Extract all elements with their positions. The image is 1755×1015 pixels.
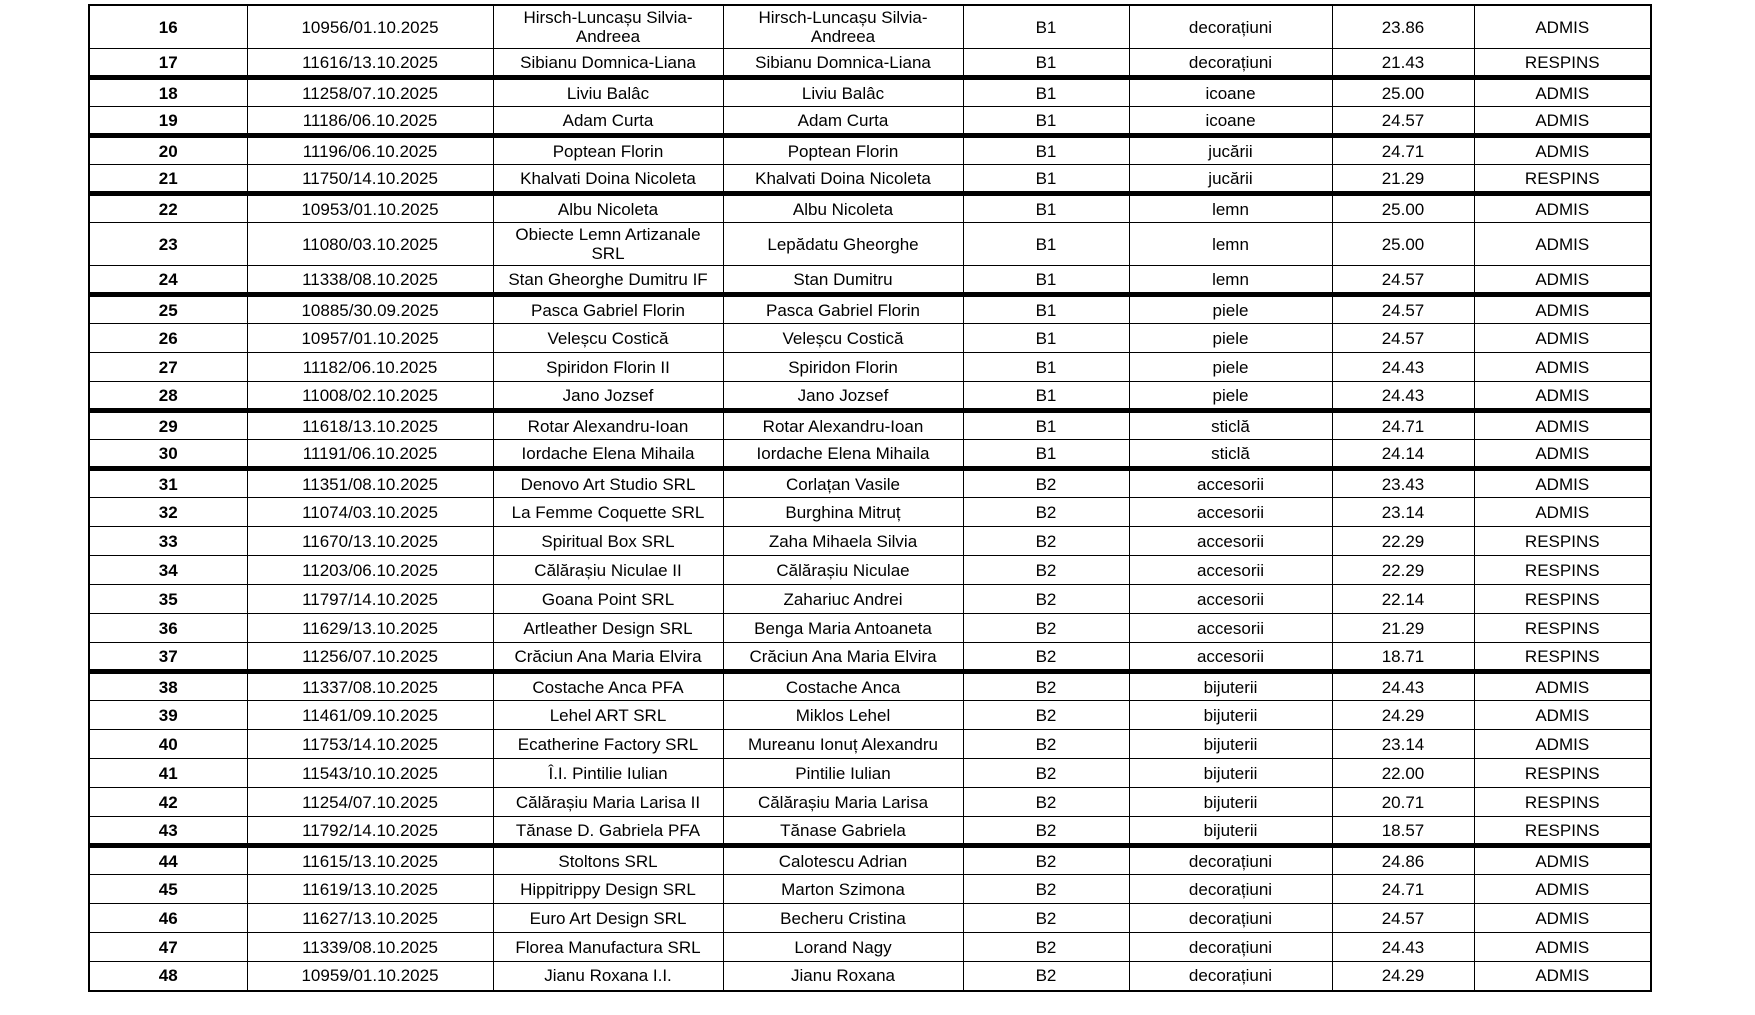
- cell-category: B2: [963, 875, 1129, 904]
- cell-no: 30: [89, 440, 247, 469]
- cell-registration: 11191/06.10.2025: [247, 440, 493, 469]
- cell-score: 24.43: [1332, 353, 1474, 382]
- table-row: [89, 585, 1651, 614]
- table-row: [89, 498, 1651, 527]
- cell-score: 20.71: [1332, 788, 1474, 817]
- cell-result: RESPINS: [1474, 49, 1651, 78]
- table-row: [89, 324, 1651, 353]
- cell-no: 48: [89, 962, 247, 991]
- cell-score: 24.71: [1332, 136, 1474, 165]
- cell-registration: 11461/09.10.2025: [247, 701, 493, 730]
- cell-section: decorațiuni: [1129, 875, 1332, 904]
- cell-category: B1: [963, 411, 1129, 440]
- cell-section: accesorii: [1129, 469, 1332, 498]
- cell-representative: Mureanu Ionuț Alexandru: [723, 730, 963, 759]
- cell-representative: Calotescu Adrian: [723, 846, 963, 875]
- cell-representative: Burghina Mitruț: [723, 498, 963, 527]
- cell-registration: 11186/06.10.2025: [247, 107, 493, 136]
- cell-no: 24: [89, 266, 247, 295]
- cell-category: B2: [963, 759, 1129, 788]
- table-row: [89, 194, 1651, 223]
- cell-section: jucării: [1129, 165, 1332, 194]
- table-row: [89, 107, 1651, 136]
- cell-section: bijuterii: [1129, 730, 1332, 759]
- cell-section: bijuterii: [1129, 788, 1332, 817]
- cell-category: B2: [963, 846, 1129, 875]
- cell-representative: Sibianu Domnica-Liana: [723, 49, 963, 78]
- cell-result: ADMIS: [1474, 875, 1651, 904]
- cell-section: bijuterii: [1129, 672, 1332, 701]
- cell-applicant: Călărașiu Niculae II: [493, 556, 723, 585]
- cell-result: ADMIS: [1474, 672, 1651, 701]
- cell-category: B1: [963, 382, 1129, 411]
- cell-applicant: Adam Curta: [493, 107, 723, 136]
- cell-section: decorațiuni: [1129, 933, 1332, 962]
- cell-result: ADMIS: [1474, 136, 1651, 165]
- cell-registration: 11008/02.10.2025: [247, 382, 493, 411]
- table-row: [89, 643, 1651, 672]
- cell-no: 38: [89, 672, 247, 701]
- cell-no: 43: [89, 817, 247, 846]
- table-row: [89, 353, 1651, 382]
- cell-no: 20: [89, 136, 247, 165]
- cell-result: RESPINS: [1474, 556, 1651, 585]
- cell-representative: Călărașiu Niculae: [723, 556, 963, 585]
- cell-result: ADMIS: [1474, 498, 1651, 527]
- cell-applicant: Lehel ART SRL: [493, 701, 723, 730]
- cell-no: 39: [89, 701, 247, 730]
- cell-representative: Iordache Elena Mihaila: [723, 440, 963, 469]
- cell-representative: Lepădatu Gheorghe: [723, 223, 963, 266]
- cell-representative: Liviu Balâc: [723, 78, 963, 107]
- cell-no: 21: [89, 165, 247, 194]
- cell-score: 24.57: [1332, 266, 1474, 295]
- cell-applicant: Rotar Alexandru-Ioan: [493, 411, 723, 440]
- cell-applicant: Albu Nicoleta: [493, 194, 723, 223]
- table-row: [89, 701, 1651, 730]
- cell-result: ADMIS: [1474, 194, 1651, 223]
- cell-no: 22: [89, 194, 247, 223]
- cell-registration: 11351/08.10.2025: [247, 469, 493, 498]
- cell-score: 24.14: [1332, 440, 1474, 469]
- cell-result: ADMIS: [1474, 266, 1651, 295]
- cell-registration: 11080/03.10.2025: [247, 223, 493, 266]
- cell-score: 23.14: [1332, 498, 1474, 527]
- cell-representative: Stan Dumitru: [723, 266, 963, 295]
- cell-registration: 10959/01.10.2025: [247, 962, 493, 991]
- cell-score: 22.14: [1332, 585, 1474, 614]
- cell-registration: 11616/13.10.2025: [247, 49, 493, 78]
- cell-category: B1: [963, 5, 1129, 49]
- table-row: [89, 933, 1651, 962]
- table-row: [89, 469, 1651, 498]
- cell-registration: 11797/14.10.2025: [247, 585, 493, 614]
- cell-registration: 11182/06.10.2025: [247, 353, 493, 382]
- cell-applicant: Călărașiu Maria Larisa II: [493, 788, 723, 817]
- cell-representative: Hirsch-Luncașu Silvia-Andreea: [723, 5, 963, 49]
- cell-score: 24.57: [1332, 324, 1474, 353]
- cell-no: 44: [89, 846, 247, 875]
- cell-score: 25.00: [1332, 194, 1474, 223]
- cell-representative: Jano Jozsef: [723, 382, 963, 411]
- cell-no: 23: [89, 223, 247, 266]
- cell-applicant: Obiecte Lemn Artizanale SRL: [493, 223, 723, 266]
- cell-registration: 11615/13.10.2025: [247, 846, 493, 875]
- cell-category: B1: [963, 78, 1129, 107]
- cell-representative: Zahariuc Andrei: [723, 585, 963, 614]
- cell-no: 42: [89, 788, 247, 817]
- table-row: [89, 382, 1651, 411]
- cell-category: B1: [963, 295, 1129, 324]
- cell-result: ADMIS: [1474, 730, 1651, 759]
- table-row: [89, 962, 1651, 991]
- cell-score: 22.29: [1332, 527, 1474, 556]
- cell-category: B1: [963, 223, 1129, 266]
- cell-score: 25.00: [1332, 223, 1474, 266]
- cell-no: 32: [89, 498, 247, 527]
- cell-section: lemn: [1129, 223, 1332, 266]
- cell-representative: Marton Szimona: [723, 875, 963, 904]
- cell-result: RESPINS: [1474, 759, 1651, 788]
- cell-section: accesorii: [1129, 614, 1332, 643]
- cell-category: B1: [963, 194, 1129, 223]
- cell-representative: Khalvati Doina Nicoleta: [723, 165, 963, 194]
- cell-applicant: Khalvati Doina Nicoleta: [493, 165, 723, 194]
- cell-category: B2: [963, 614, 1129, 643]
- cell-score: 24.43: [1332, 672, 1474, 701]
- table-row: [89, 759, 1651, 788]
- cell-representative: Albu Nicoleta: [723, 194, 963, 223]
- cell-result: ADMIS: [1474, 107, 1651, 136]
- table-row: [89, 78, 1651, 107]
- cell-result: ADMIS: [1474, 5, 1651, 49]
- cell-no: 46: [89, 904, 247, 933]
- cell-registration: 11629/13.10.2025: [247, 614, 493, 643]
- cell-representative: Veleșcu Costică: [723, 324, 963, 353]
- cell-result: ADMIS: [1474, 78, 1651, 107]
- cell-registration: 11627/13.10.2025: [247, 904, 493, 933]
- cell-category: B2: [963, 701, 1129, 730]
- cell-score: 22.29: [1332, 556, 1474, 585]
- cell-section: decorațiuni: [1129, 962, 1332, 991]
- cell-registration: 10957/01.10.2025: [247, 324, 493, 353]
- table-row: [89, 5, 1651, 49]
- cell-section: bijuterii: [1129, 759, 1332, 788]
- cell-score: 21.43: [1332, 49, 1474, 78]
- cell-applicant: Spiritual Box SRL: [493, 527, 723, 556]
- cell-category: B1: [963, 136, 1129, 165]
- cell-registration: 11543/10.10.2025: [247, 759, 493, 788]
- table-row: [89, 527, 1651, 556]
- cell-result: ADMIS: [1474, 382, 1651, 411]
- cell-score: 24.71: [1332, 411, 1474, 440]
- cell-result: ADMIS: [1474, 962, 1651, 991]
- cell-score: 18.57: [1332, 817, 1474, 846]
- cell-category: B2: [963, 469, 1129, 498]
- cell-result: RESPINS: [1474, 585, 1651, 614]
- cell-section: bijuterii: [1129, 817, 1332, 846]
- cell-representative: Pintilie Iulian: [723, 759, 963, 788]
- cell-category: B1: [963, 440, 1129, 469]
- cell-applicant: Hippitrippy Design SRL: [493, 875, 723, 904]
- cell-score: 21.29: [1332, 165, 1474, 194]
- cell-registration: 11750/14.10.2025: [247, 165, 493, 194]
- cell-result: ADMIS: [1474, 469, 1651, 498]
- cell-registration: 11338/08.10.2025: [247, 266, 493, 295]
- cell-applicant: Euro Art Design SRL: [493, 904, 723, 933]
- cell-representative: Miklos Lehel: [723, 701, 963, 730]
- cell-applicant: Stan Gheorghe Dumitru IF: [493, 266, 723, 295]
- cell-registration: 11074/03.10.2025: [247, 498, 493, 527]
- cell-category: B2: [963, 498, 1129, 527]
- cell-section: accesorii: [1129, 527, 1332, 556]
- cell-applicant: Florea Manufactura SRL: [493, 933, 723, 962]
- cell-category: B2: [963, 643, 1129, 672]
- cell-registration: 11203/06.10.2025: [247, 556, 493, 585]
- cell-result: RESPINS: [1474, 614, 1651, 643]
- cell-applicant: Jano Jozsef: [493, 382, 723, 411]
- cell-section: decorațiuni: [1129, 5, 1332, 49]
- cell-score: 24.57: [1332, 904, 1474, 933]
- cell-result: RESPINS: [1474, 817, 1651, 846]
- cell-representative: Crăciun Ana Maria Elvira: [723, 643, 963, 672]
- table-row: [89, 788, 1651, 817]
- cell-category: B1: [963, 324, 1129, 353]
- cell-registration: 10953/01.10.2025: [247, 194, 493, 223]
- cell-section: accesorii: [1129, 498, 1332, 527]
- cell-representative: Spiridon Florin: [723, 353, 963, 382]
- cell-applicant: Poptean Florin: [493, 136, 723, 165]
- table-row: [89, 556, 1651, 585]
- table-row: [89, 614, 1651, 643]
- cell-result: RESPINS: [1474, 788, 1651, 817]
- table-row: [89, 440, 1651, 469]
- cell-result: ADMIS: [1474, 411, 1651, 440]
- cell-representative: Costache Anca: [723, 672, 963, 701]
- cell-category: B2: [963, 817, 1129, 846]
- cell-applicant: Sibianu Domnica-Liana: [493, 49, 723, 78]
- cell-score: 24.43: [1332, 933, 1474, 962]
- cell-section: decorațiuni: [1129, 846, 1332, 875]
- cell-applicant: Veleșcu Costică: [493, 324, 723, 353]
- cell-result: ADMIS: [1474, 353, 1651, 382]
- cell-no: 37: [89, 643, 247, 672]
- cell-no: 47: [89, 933, 247, 962]
- cell-no: 17: [89, 49, 247, 78]
- cell-applicant: La Femme Coquette SRL: [493, 498, 723, 527]
- cell-registration: 11792/14.10.2025: [247, 817, 493, 846]
- cell-score: 24.57: [1332, 107, 1474, 136]
- cell-no: 41: [89, 759, 247, 788]
- cell-category: B2: [963, 527, 1129, 556]
- cell-no: 34: [89, 556, 247, 585]
- table-row: [89, 411, 1651, 440]
- cell-result: ADMIS: [1474, 295, 1651, 324]
- cell-category: B1: [963, 49, 1129, 78]
- cell-no: 28: [89, 382, 247, 411]
- table-row: [89, 672, 1651, 701]
- cell-registration: 11196/06.10.2025: [247, 136, 493, 165]
- table-row: [89, 817, 1651, 846]
- cell-section: lemn: [1129, 266, 1332, 295]
- cell-score: 22.00: [1332, 759, 1474, 788]
- cell-score: 21.29: [1332, 614, 1474, 643]
- results-table-body: [89, 5, 1651, 991]
- cell-score: 24.71: [1332, 875, 1474, 904]
- cell-section: accesorii: [1129, 643, 1332, 672]
- cell-representative: Corlațan Vasile: [723, 469, 963, 498]
- cell-category: B2: [963, 788, 1129, 817]
- cell-no: 40: [89, 730, 247, 759]
- cell-representative: Benga Maria Antoaneta: [723, 614, 963, 643]
- table-row: [89, 266, 1651, 295]
- cell-registration: 11258/07.10.2025: [247, 78, 493, 107]
- cell-applicant: Jianu Roxana I.I.: [493, 962, 723, 991]
- cell-section: decorațiuni: [1129, 49, 1332, 78]
- cell-category: B1: [963, 266, 1129, 295]
- table-row: [89, 875, 1651, 904]
- table-row: [89, 49, 1651, 78]
- cell-applicant: Artleather Design SRL: [493, 614, 723, 643]
- cell-score: 24.29: [1332, 701, 1474, 730]
- cell-category: B1: [963, 353, 1129, 382]
- cell-registration: 10956/01.10.2025: [247, 5, 493, 49]
- cell-registration: 11670/13.10.2025: [247, 527, 493, 556]
- cell-applicant: Iordache Elena Mihaila: [493, 440, 723, 469]
- cell-category: B2: [963, 933, 1129, 962]
- cell-applicant: Denovo Art Studio SRL: [493, 469, 723, 498]
- cell-section: piele: [1129, 353, 1332, 382]
- cell-score: 24.57: [1332, 295, 1474, 324]
- cell-result: ADMIS: [1474, 904, 1651, 933]
- cell-section: accesorii: [1129, 585, 1332, 614]
- cell-section: jucării: [1129, 136, 1332, 165]
- table-row: [89, 730, 1651, 759]
- cell-no: 33: [89, 527, 247, 556]
- cell-applicant: Ecatherine Factory SRL: [493, 730, 723, 759]
- cell-section: sticlă: [1129, 411, 1332, 440]
- cell-score: 24.43: [1332, 382, 1474, 411]
- cell-applicant: Crăciun Ana Maria Elvira: [493, 643, 723, 672]
- cell-representative: Zaha Mihaela Silvia: [723, 527, 963, 556]
- cell-score: 18.71: [1332, 643, 1474, 672]
- cell-applicant: Spiridon Florin II: [493, 353, 723, 382]
- cell-section: decorațiuni: [1129, 904, 1332, 933]
- cell-representative: Lorand Nagy: [723, 933, 963, 962]
- cell-result: ADMIS: [1474, 933, 1651, 962]
- cell-section: piele: [1129, 324, 1332, 353]
- cell-no: 35: [89, 585, 247, 614]
- cell-registration: 11619/13.10.2025: [247, 875, 493, 904]
- cell-score: 23.43: [1332, 469, 1474, 498]
- cell-result: RESPINS: [1474, 165, 1651, 194]
- cell-section: icoane: [1129, 107, 1332, 136]
- cell-score: 23.86: [1332, 5, 1474, 49]
- cell-representative: Becheru Cristina: [723, 904, 963, 933]
- cell-section: bijuterii: [1129, 701, 1332, 730]
- cell-category: B2: [963, 556, 1129, 585]
- cell-category: B1: [963, 107, 1129, 136]
- cell-result: ADMIS: [1474, 701, 1651, 730]
- cell-registration: 11339/08.10.2025: [247, 933, 493, 962]
- cell-no: 45: [89, 875, 247, 904]
- cell-category: B1: [963, 165, 1129, 194]
- cell-applicant: Costache Anca PFA: [493, 672, 723, 701]
- cell-registration: 11618/13.10.2025: [247, 411, 493, 440]
- cell-registration: 11753/14.10.2025: [247, 730, 493, 759]
- cell-no: 36: [89, 614, 247, 643]
- cell-representative: Adam Curta: [723, 107, 963, 136]
- cell-result: RESPINS: [1474, 643, 1651, 672]
- cell-score: 24.86: [1332, 846, 1474, 875]
- cell-representative: Jianu Roxana: [723, 962, 963, 991]
- table-row: [89, 295, 1651, 324]
- table-row: [89, 165, 1651, 194]
- cell-category: B2: [963, 672, 1129, 701]
- cell-score: 25.00: [1332, 78, 1474, 107]
- table-row: [89, 904, 1651, 933]
- cell-section: accesorii: [1129, 556, 1332, 585]
- cell-representative: Tănase Gabriela: [723, 817, 963, 846]
- cell-no: 25: [89, 295, 247, 324]
- cell-no: 31: [89, 469, 247, 498]
- cell-registration: 11337/08.10.2025: [247, 672, 493, 701]
- cell-result: RESPINS: [1474, 527, 1651, 556]
- cell-representative: Pasca Gabriel Florin: [723, 295, 963, 324]
- cell-registration: 10885/30.09.2025: [247, 295, 493, 324]
- cell-applicant: Tănase D. Gabriela PFA: [493, 817, 723, 846]
- cell-applicant: Goana Point SRL: [493, 585, 723, 614]
- cell-no: 19: [89, 107, 247, 136]
- results-table: [88, 4, 1652, 992]
- table-row: [89, 223, 1651, 266]
- cell-no: 29: [89, 411, 247, 440]
- cell-result: ADMIS: [1474, 223, 1651, 266]
- cell-category: B2: [963, 730, 1129, 759]
- cell-section: sticlă: [1129, 440, 1332, 469]
- cell-section: piele: [1129, 295, 1332, 324]
- cell-section: piele: [1129, 382, 1332, 411]
- cell-category: B2: [963, 962, 1129, 991]
- cell-applicant: Î.I. Pintilie Iulian: [493, 759, 723, 788]
- cell-applicant: Pasca Gabriel Florin: [493, 295, 723, 324]
- table-row: [89, 846, 1651, 875]
- cell-result: ADMIS: [1474, 846, 1651, 875]
- cell-applicant: Hirsch-Luncașu Silvia-Andreea: [493, 5, 723, 49]
- cell-category: B2: [963, 904, 1129, 933]
- cell-representative: Poptean Florin: [723, 136, 963, 165]
- cell-section: icoane: [1129, 78, 1332, 107]
- cell-representative: Rotar Alexandru-Ioan: [723, 411, 963, 440]
- cell-no: 16: [89, 5, 247, 49]
- cell-result: ADMIS: [1474, 324, 1651, 353]
- cell-no: 18: [89, 78, 247, 107]
- cell-no: 26: [89, 324, 247, 353]
- cell-registration: 11254/07.10.2025: [247, 788, 493, 817]
- table-row: [89, 136, 1651, 165]
- cell-representative: Călărașiu Maria Larisa: [723, 788, 963, 817]
- cell-applicant: Stoltons SRL: [493, 846, 723, 875]
- cell-section: lemn: [1129, 194, 1332, 223]
- cell-applicant: Liviu Balâc: [493, 78, 723, 107]
- cell-result: ADMIS: [1474, 440, 1651, 469]
- cell-score: 23.14: [1332, 730, 1474, 759]
- cell-no: 27: [89, 353, 247, 382]
- cell-category: B2: [963, 585, 1129, 614]
- cell-score: 24.29: [1332, 962, 1474, 991]
- cell-registration: 11256/07.10.2025: [247, 643, 493, 672]
